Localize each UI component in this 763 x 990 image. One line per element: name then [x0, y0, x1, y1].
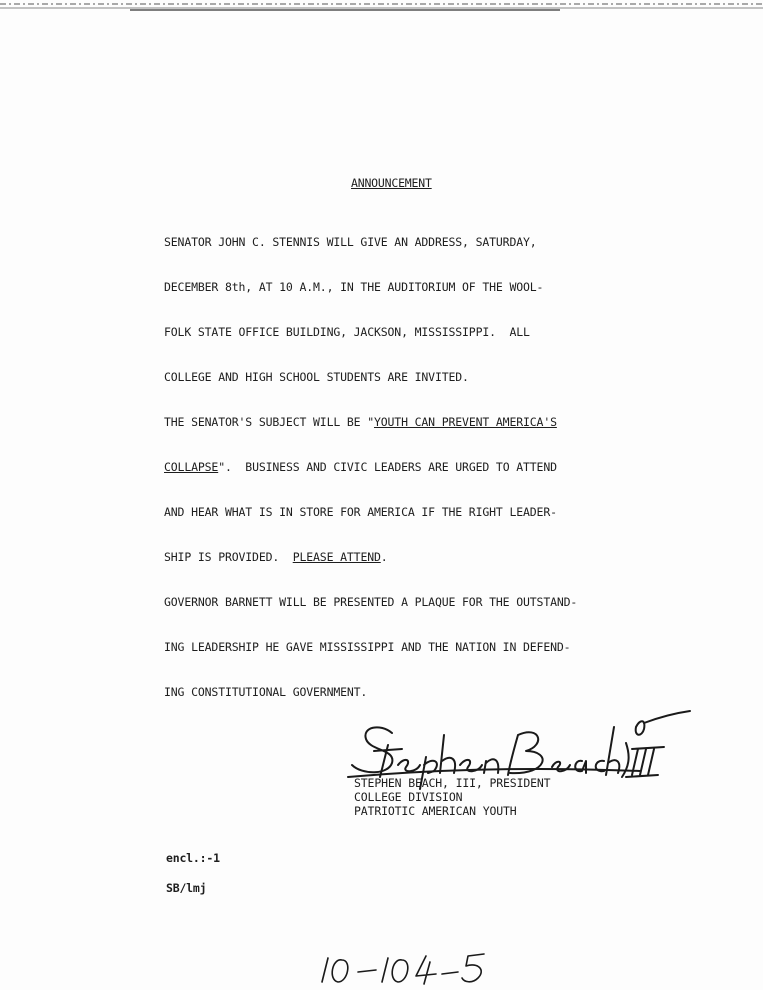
line-6-rest: ". BUSINESS AND CIVIC LEADERS ARE URGED TO ATTEND [218, 460, 557, 474]
signatory-division: COLLEGE DIVISION [354, 790, 463, 804]
announcement-line-3: FOLK STATE OFFICE BUILDING, JACKSON, MISSISSIPPI. ALL [164, 325, 530, 339]
announcement-line-8 [164, 550, 388, 564]
please-attend: PLEASE ATTEND [292, 550, 381, 564]
announcement-title: ANNOUNCEMENT [351, 176, 432, 190]
handwritten-file-number [318, 948, 508, 988]
announcement-line-11: ING CONSTITUTIONAL GOVERNMENT. [164, 685, 368, 699]
announcement-line-9: GOVERNOR BARNETT WILL BE PRESENTED A PLAQUE FOR THE OUTSTAND- [164, 595, 578, 609]
line-5-prefix: THE SENATOR'S SUBJECT WILL BE " [164, 415, 374, 429]
announcement-line-5 [164, 415, 557, 429]
subject-title-part-2: COLLAPSE [164, 460, 219, 474]
announcement-line-4: COLLEGE AND HIGH SCHOOL STUDENTS ARE INVITED. [164, 370, 469, 384]
reference-initials: SB/lmj [166, 881, 207, 895]
signatory-organization: PATRIOTIC AMERICAN YOUTH [354, 804, 517, 818]
announcement-line-6 [164, 460, 557, 474]
announcement-line-7: AND HEAR WHAT IS IN STORE FOR AMERICA IF THE RIGHT LEADER- [164, 505, 557, 519]
scan-top-edge [0, 0, 763, 14]
announcement-line-2: DECEMBER 8th, AT 10 A.M., IN THE AUDITORIUM OF THE WOOL- [164, 280, 544, 294]
line-8-suffix: . [380, 550, 388, 564]
subject-title-part-1: YOUTH CAN PREVENT AMERICA'S [373, 415, 557, 429]
line-8-prefix: SHIP IS PROVIDED. [164, 550, 293, 564]
enclosure-note: encl.:-1 [166, 851, 220, 865]
announcement-line-10: ING LEADERSHIP HE GAVE MISSISSIPPI AND THE NATION IN DEFEND- [164, 640, 571, 654]
signatory-name-title: STEPHEN BEACH, III, PRESIDENT [354, 776, 551, 790]
announcement-line-1: SENATOR JOHN C. STENNIS WILL GIVE AN ADDRESS, SATURDAY, [164, 235, 537, 249]
